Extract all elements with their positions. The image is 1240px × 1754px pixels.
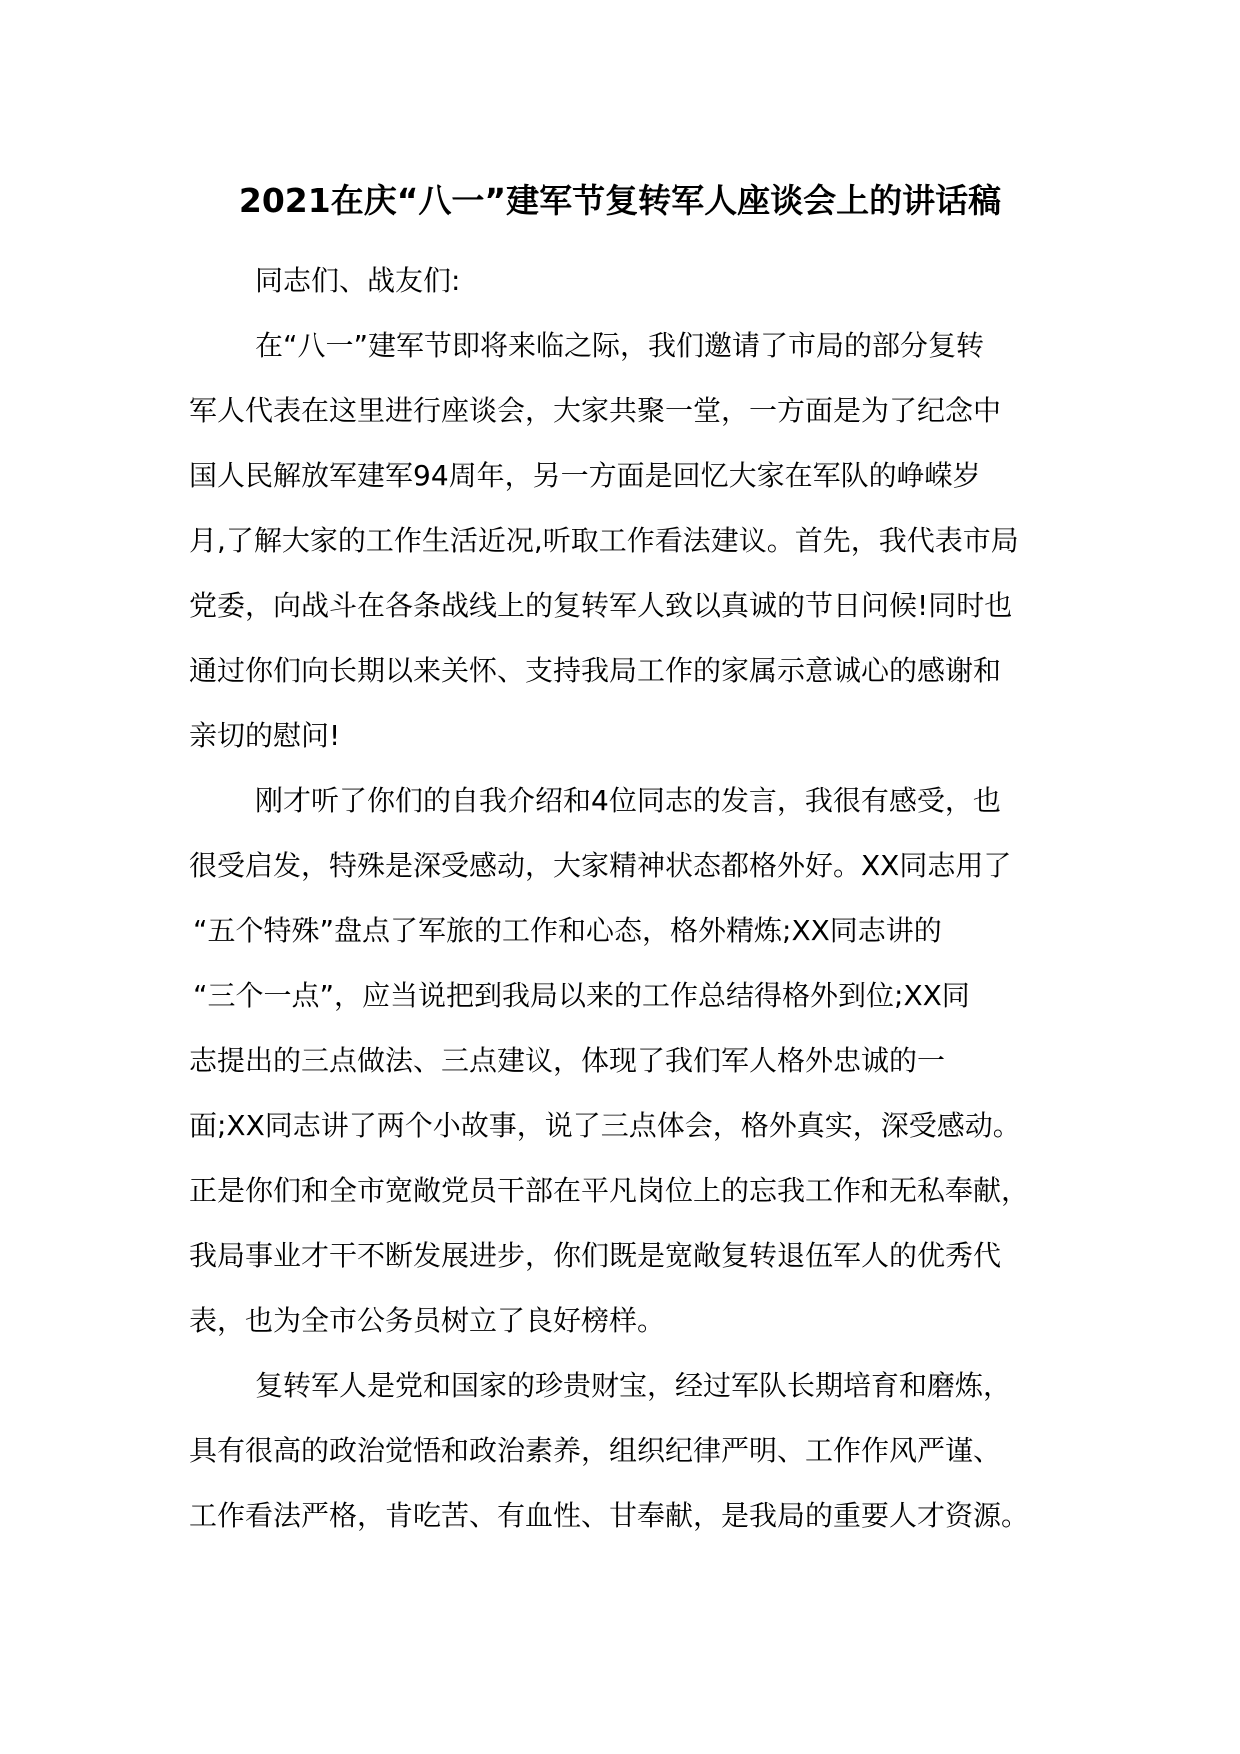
paragraph-1-line-5: 党委，向战斗在各条战线上的复转军人致以真诚的节日问候!同时也 — [189, 589, 1013, 622]
paragraph-3-line-3: 工作看法严格，肯吃苦、有血性、甘奉献，是我局的重要人才资源。 — [189, 1499, 1030, 1532]
paragraph-1-line-3: 国人民解放军建军94周年，另一方面是回忆大家在军队的峥嵘岁 — [189, 459, 981, 492]
paragraph-2-line-3: “五个特殊”盘点了军旅的工作和心态，格外精炼;XX同志讲的 — [193, 914, 942, 947]
paragraph-1-line-6: 通过你们向长期以来关怀、支持我局工作的家属示意诚心的感谢和 — [189, 654, 1002, 687]
paragraph-1-line-4: 月,了解大家的工作生活近况,听取工作看法建议。首先，我代表市局 — [189, 524, 1019, 557]
paragraph-1-line-7: 亲切的慰问! — [189, 719, 341, 752]
paragraph-2-line-8: 我局事业才干不断发展进步，你们既是宽敞复转退伍军人的优秀代 — [189, 1239, 1002, 1272]
paragraph-2-line-9: 表，也为全市公务员树立了良好榜样。 — [189, 1304, 666, 1337]
paragraph-2-line-1: 刚才听了你们的自我介绍和4位同志的发言，我很有感受，也 — [255, 784, 1001, 817]
paragraph-2-line-2: 很受启发，特殊是深受感动，大家精神状态都格外好。XX同志用了 — [189, 849, 1012, 882]
paragraph-2-line-4: “三个一点”，应当说把到我局以来的工作总结得格外到位;XX同 — [193, 979, 970, 1012]
paragraph-1-line-1: 在“八一”建军节即将来临之际，我们邀请了市局的部分复转 — [255, 329, 985, 362]
document-title: 2021在庆“八一”建军节复转军人座谈会上的讲话稿 — [238, 181, 1002, 220]
document-body — [189, 248, 1079, 1548]
paragraph-2-line-5: 志提出的三点做法、三点建议，体现了我们军人格外忠诚的一 — [189, 1044, 946, 1077]
paragraph-2-line-7: 正是你们和全市宽敞党员干部在平凡岗位上的忘我工作和无私奉献， — [189, 1174, 1030, 1207]
paragraph-1-line-2: 军人代表在这里进行座谈会，大家共聚一堂，一方面是为了纪念中 — [189, 394, 1002, 427]
paragraph-3-line-2: 具有很高的政治觉悟和政治素养，组织纪律严明、工作作风严谨、 — [189, 1434, 1002, 1467]
paragraph-3-line-1: 复转军人是党和国家的珍贵财宝，经过军队长期培育和磨炼， — [255, 1369, 1012, 1402]
paragraph-2-line-6: 面;XX同志讲了两个小故事，说了三点体会，格外真实，深受感动。 — [189, 1109, 1021, 1142]
salutation-line: 同志们、战友们: — [255, 264, 461, 297]
